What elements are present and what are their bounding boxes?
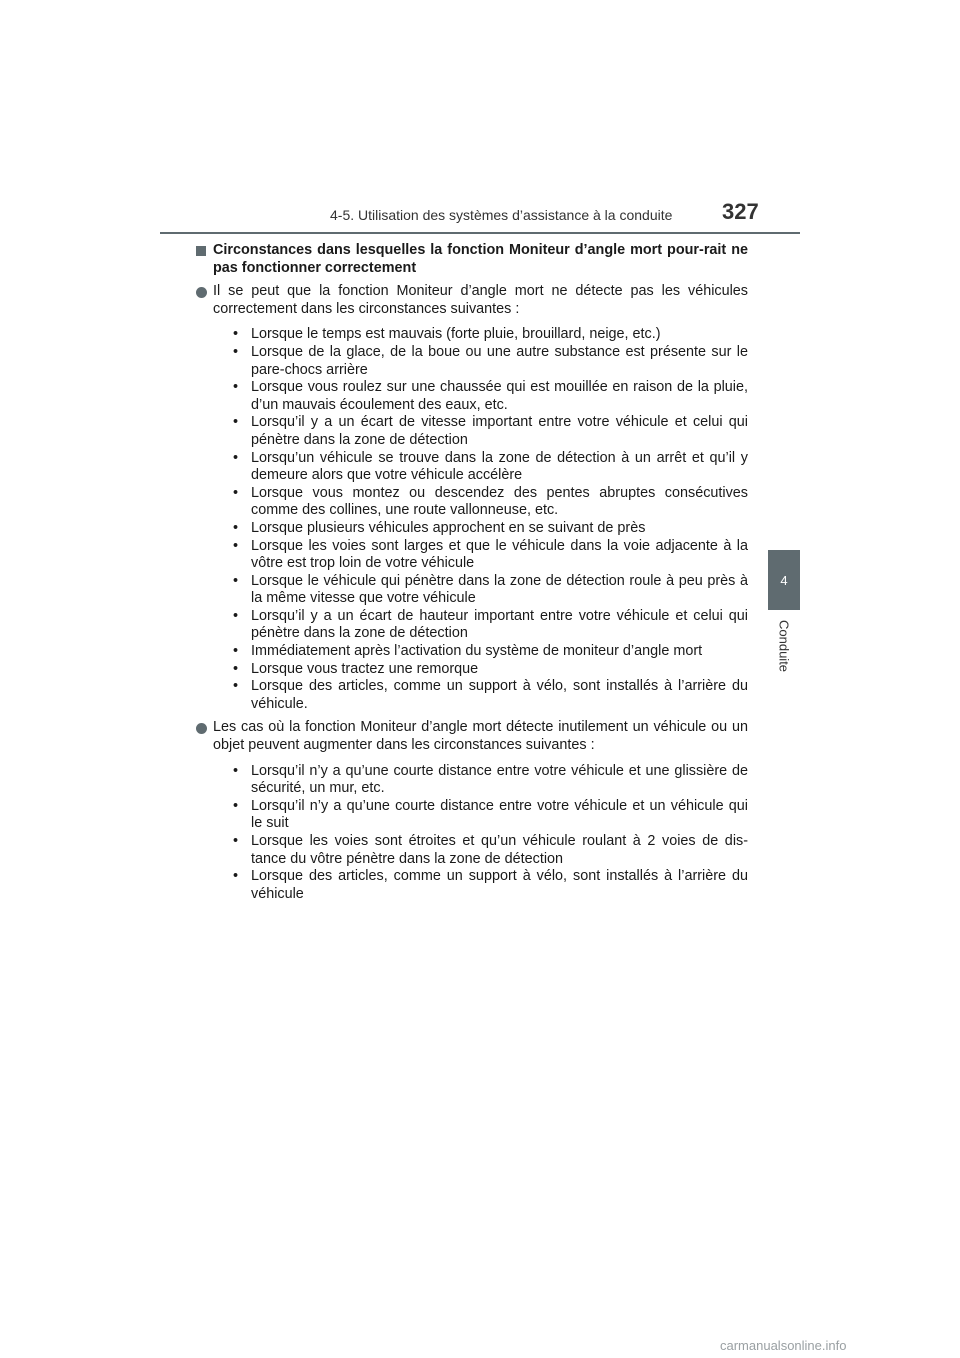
- header-rule: [160, 232, 800, 234]
- header-title: 4-5. Utilisation des systèmes d’assistance à la conduite: [330, 207, 673, 223]
- list-item: • Lorsque des articles, comme un support à vélo, sont installés à l’arrière du véhicule: [229, 868, 748, 903]
- point-text: Les cas où la fonction Moniteur d’angle mort détecte inutilement un véhicule ou un objet peuvent augmenter dans les circonstances suivantes :: [213, 719, 748, 754]
- circle-bullet-icon: [196, 287, 207, 298]
- section-heading-text: Circonstances dans lesquelles la fonction Moniteur d’angle mort pour-rait ne pas fonctionner correctement: [213, 242, 748, 276]
- list-item: • Lorsque de la glace, de la boue ou une autre substance est présente sur le pare-chocs arrière: [229, 344, 748, 379]
- list-item: • Lorsque vous roulez sur une chaussée qui est mouillée en raison de la pluie, d’un mauvais écoulement des eaux, etc.: [229, 379, 748, 414]
- section-heading: [196, 242, 748, 277]
- point-item: [196, 283, 748, 318]
- point-item: [196, 719, 748, 754]
- list-item: • Lorsque le temps est mauvais (forte pluie, brouillard, neige, etc.): [229, 326, 748, 344]
- list-item: • Immédiatement après l’activation du système de moniteur d’angle mort: [229, 643, 748, 661]
- list-item: • Lorsque le véhicule qui pénètre dans la zone de détection roule à peu près à la même vitesse que votre véhicule: [229, 573, 748, 608]
- list-item: • Lorsqu’il y a un écart de hauteur important entre votre véhicule et celui qui pénètre dans la zone de détection: [229, 608, 748, 643]
- list-item: • Lorsqu’un véhicule se trouve dans la zone de détection à un arrêt et qu’il y demeure alors que votre véhicule accélère: [229, 450, 748, 485]
- chapter-tab: 4: [768, 550, 800, 610]
- list-item: • Lorsqu’il y a un écart de vitesse important entre votre véhicule et celui qui pénètre dans la zone de détection: [229, 414, 748, 449]
- bullet-list: [196, 763, 748, 904]
- circle-bullet-icon: [196, 723, 207, 734]
- list-item: • Lorsque les voies sont étroites et qu’un véhicule roulant à 2 voies de dis-tance du vôtre pénètre dans la zone de détection: [229, 833, 748, 868]
- list-item: • Lorsque les voies sont larges et que le véhicule dans la voie adjacente à la vôtre est trop loin de votre véhicule: [229, 538, 748, 573]
- page-number: 327: [722, 199, 759, 224]
- watermark: carmanualsonline.info: [720, 1338, 847, 1353]
- square-bullet-icon: [196, 246, 206, 256]
- list-item: • Lorsqu’il n’y a qu’une courte distance entre votre véhicule et un véhicule qui le suit: [229, 798, 748, 833]
- chapter-label: [768, 610, 800, 700]
- bullet-list: [196, 326, 748, 713]
- list-item: • Lorsqu’il n’y a qu’une courte distance entre votre véhicule et une glissière de sécurité, un mur, etc.: [229, 763, 748, 798]
- list-item: • Lorsque des articles, comme un support à vélo, sont installés à l’arrière du véhicule.: [229, 678, 748, 713]
- content: [196, 242, 748, 903]
- list-item: • Lorsque plusieurs véhicules approchent en se suivant de près: [229, 520, 748, 538]
- list-item: • Lorsque vous tractez une remorque: [229, 661, 748, 679]
- point-text: Il se peut que la fonction Moniteur d’angle mort ne détecte pas les véhicules correctement dans les circonstances suivantes :: [213, 283, 748, 317]
- list-item: • Lorsque vous montez ou descendez des pentes abruptes consécutives comme des collines, une route vallonneuse, etc.: [229, 485, 748, 520]
- chapter-label-text: Conduite: [776, 620, 792, 673]
